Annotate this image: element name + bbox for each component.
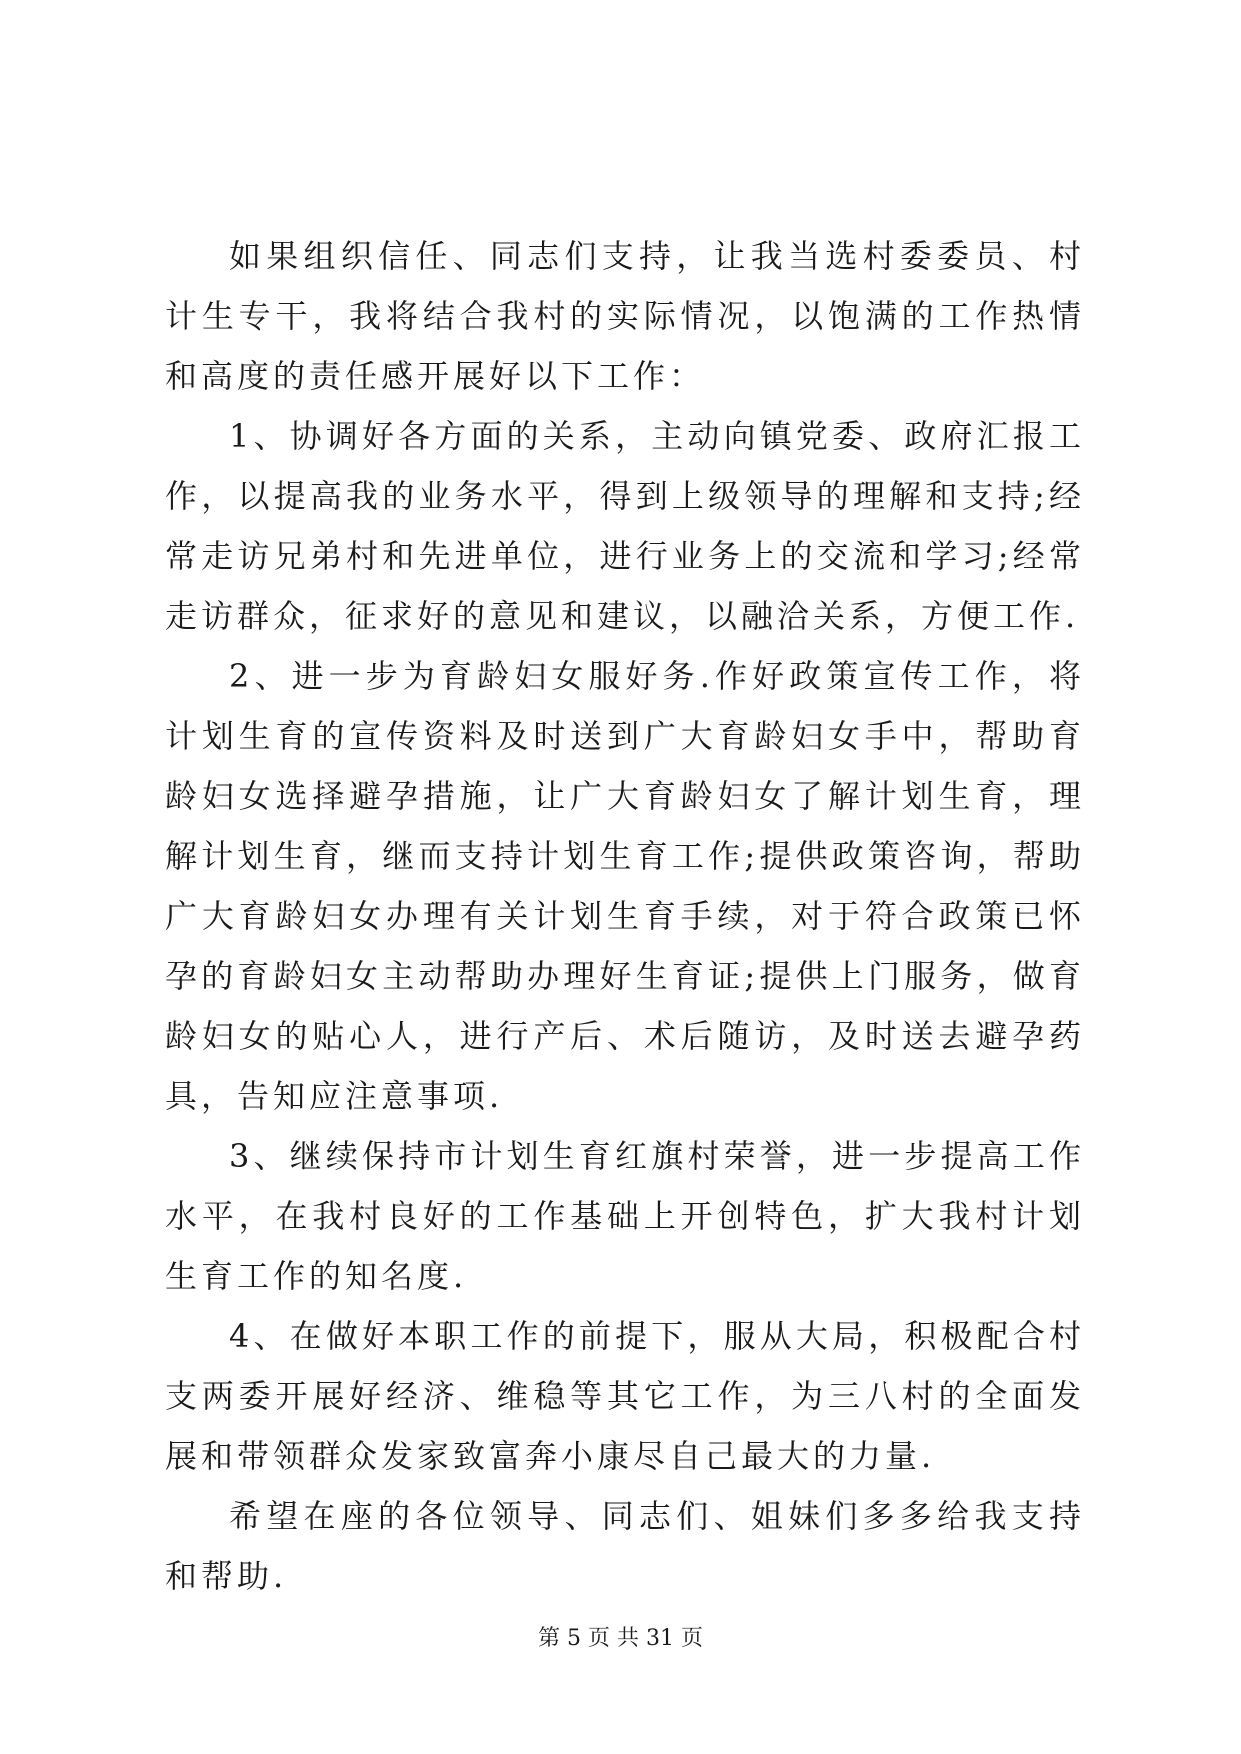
paragraph-item-3: 3、继续保持市计划生育红旗村荣誉，进一步提高工作水平，在我村良好的工作基础上开创特色，扩大我村计划生育工作的知名度.: [165, 1137, 1085, 1295]
page-number-footer: 第 5 页 共 31 页: [538, 1626, 703, 1651]
document-body: [165, 226, 1085, 1606]
paragraph-intro: 如果组织信任、同志们支持，让我当选村委委员、村计生专干，我将结合我村的实际情况，以饱满的工作热情和高度的责任感开展好以下工作：: [165, 237, 1085, 395]
paragraph-item-1: 1、协调好各方面的关系，主动向镇党委、政府汇报工作，以提高我的业务水平，得到上级领导的理解和支持;经常走访兄弟村和先进单位，进行业务上的交流和学习;经常走访群众，征求好的意见和建议，以融洽关系，方便工作.: [165, 417, 1085, 635]
paragraph-item-4: 4、在做好本职工作的前提下，服从大局，积极配合村支两委开展好经济、维稳等其它工作，为三八村的全面发展和带领群众发家致富奔小康尽自己最大的力量.: [165, 1317, 1085, 1475]
paragraph-item-2: 2、进一步为育龄妇女服好务.作好政策宣传工作，将计划生育的宣传资料及时送到广大育龄妇女手中，帮助育龄妇女选择避孕措施，让广大育龄妇女了解计划生育，理解计划生育，继而支持计划生育工作;提供政策咨询，帮助广大育龄妇女办理有关计划生育手续，对于符合政策已怀孕的育龄妇女主动帮助办理好生育证;提供上门服务，做育龄妇女的贴心人，进行产后、术后随访，及时送去避孕药具，告知应注意事项.: [165, 657, 1085, 1115]
paragraph-closing: 希望在座的各位领导、同志们、姐妹们多多给我支持和帮助.: [165, 1497, 1085, 1595]
